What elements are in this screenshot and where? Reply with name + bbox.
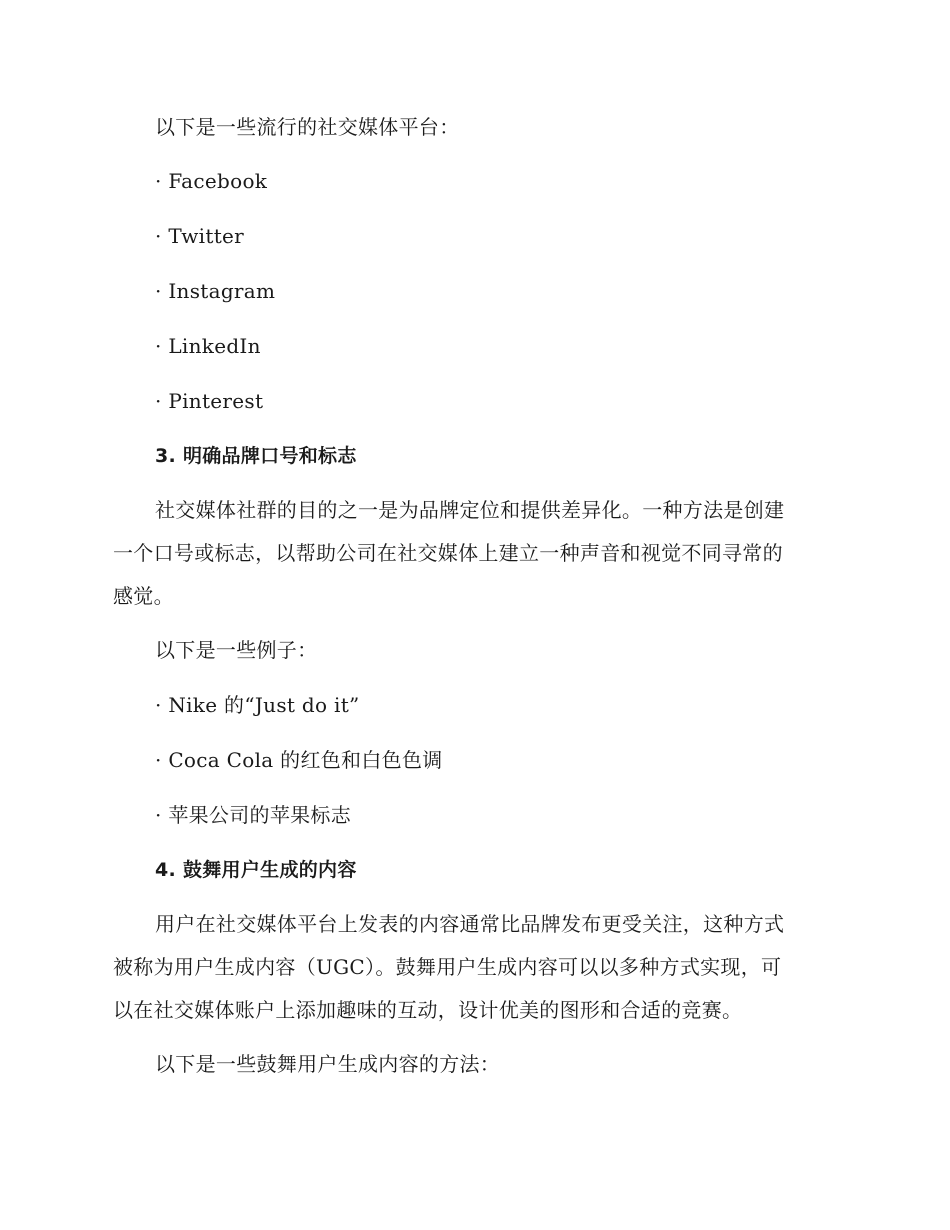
platform-item-pinterest: · Pinterest [155,389,264,413]
platform-item-linkedin: · LinkedIn [155,334,261,358]
section3-paragraph-line-1: 社交媒体社群的目的之一是为品牌定位和提供差异化。一种方法是创建 [155,498,785,522]
methods-intro: 以下是一些鼓舞用户生成内容的方法： [155,1052,501,1076]
section4-paragraph-line-3: 以在社交媒体账户上添加趣味的互动，设计优美的图形和合适的竞赛。 [113,998,743,1022]
section4-heading: 4. 鼓舞用户生成的内容 [155,859,357,881]
example-item-apple: · 苹果公司的苹果标志 [155,803,352,827]
examples-intro: 以下是一些例子： [155,638,318,662]
section4-paragraph-line-1: 用户在社交媒体平台上发表的内容通常比品牌发布更受关注，这种方式 [155,912,785,936]
example-item-coca-cola: · Coca Cola 的红色和白色色调 [155,748,443,772]
section3-paragraph-line-3: 感觉。 [113,584,174,608]
section3-heading: 3. 明确品牌口号和标志 [155,445,357,467]
platform-item-instagram: · Instagram [155,279,276,303]
section3-paragraph-line-2: 一个口号或标志，以帮助公司在社交媒体上建立一种声音和视觉不同寻常的 [113,541,783,565]
platform-item-facebook: · Facebook [155,169,268,193]
platform-item-twitter: · Twitter [155,224,245,248]
example-item-nike: · Nike 的“Just do it” [155,693,360,717]
section4-paragraph-line-2: 被称为用户生成内容（UGC）。鼓舞用户生成内容可以以多种方式实现，可 [113,955,782,979]
platforms-intro: 以下是一些流行的社交媒体平台： [155,115,460,139]
